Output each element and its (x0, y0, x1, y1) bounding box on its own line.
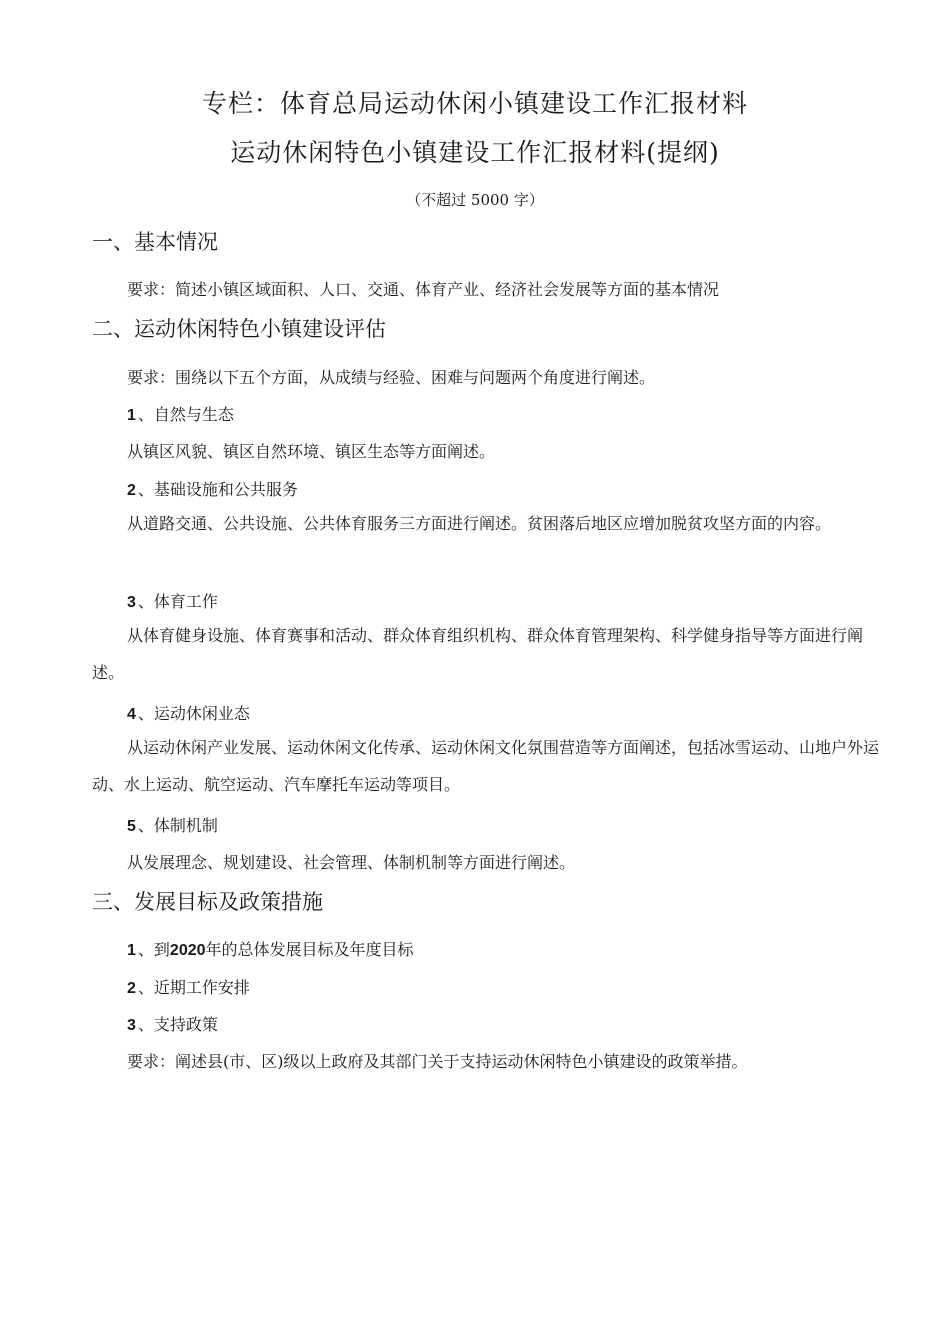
section-3-item-3 (127, 1012, 218, 1035)
item-label: 、体制机制 (137, 816, 218, 835)
item-number: 2 (127, 482, 136, 499)
item-number: 4 (127, 706, 136, 723)
section-2-item-2-desc: 从道路交通、公共设施、公共体育服务三方面进行阐述。贫困落后地区应增加脱贫攻坚方面的内容。 (127, 514, 832, 533)
item-label: 、自然与生态 (137, 405, 234, 424)
item-number: 1 (127, 942, 136, 959)
item-year: 2020 (169, 942, 206, 959)
section-2-item-4-desc: 从运动休闲产业发展、运动休闲文化传承、运动休闲文化氛围营造等方面阐述，包括冰雪运动、山地户外运动、水上运动、航空运动、汽车摩托车运动等项目。 (92, 738, 880, 794)
item-number: 5 (127, 818, 136, 835)
item-number: 3 (127, 1017, 136, 1034)
section-2-item-5 (127, 813, 218, 836)
section-2-heading: 二、运动休闲特色小镇建设评估 (92, 317, 386, 341)
section-2-item-2 (127, 477, 298, 500)
main-title: 专栏：体育总局运动休闲小镇建设工作汇报材料 (201, 89, 748, 118)
item-label-pre: 、到 (137, 940, 170, 959)
section-3-heading: 三、发展目标及政策措施 (92, 890, 323, 914)
section-2-item-1-desc: 从镇区风貌、镇区自然环境、镇区生态等方面阐述。 (127, 442, 496, 461)
item-label: 、体育工作 (137, 592, 218, 611)
section-2-item-3 (127, 589, 218, 612)
section-2-item-4 (127, 701, 250, 724)
section-1-requirement: 要求：简述小镇区域面积、人口、交通、体育产业、经济社会发展等方面的基本情况 (127, 280, 720, 299)
section-3-requirement: 要求：阐述县(市、区)级以上政府及其部门关于支持运动休闲特色小镇建设的政策举措。 (127, 1052, 748, 1071)
section-1-heading: 一、基本情况 (92, 230, 218, 254)
section-3-item-2 (127, 975, 250, 998)
item-number: 3 (127, 594, 136, 611)
section-2-item-1 (127, 402, 234, 425)
sub-title: 运动休闲特色小镇建设工作汇报材料(提纲) (230, 138, 720, 167)
item-number: 2 (127, 980, 136, 997)
item-label: 、支持政策 (137, 1015, 218, 1034)
item-label: 、基础设施和公共服务 (137, 480, 298, 499)
section-3-item-1 (127, 937, 414, 960)
section-2-item-3-desc: 从体育健身设施、体育赛事和活动、群众体育组织机构、群众体育管理架构、科学健身指导等方面进行阐述。 (92, 626, 864, 682)
word-limit-note: （不超过 5000 字） (406, 191, 544, 209)
item-label: 、近期工作安排 (137, 978, 250, 997)
item-number: 1 (127, 407, 136, 424)
item-label: 、运动休闲业态 (137, 704, 250, 723)
section-2-requirement: 要求：围绕以下五个方面，从成绩与经验、困难与问题两个角度进行阐述。 (127, 368, 656, 387)
item-label-post: 年的总体发展目标及年度目标 (205, 940, 414, 959)
section-2-item-5-desc: 从发展理念、规划建设、社会管理、体制机制等方面进行阐述。 (127, 853, 576, 872)
